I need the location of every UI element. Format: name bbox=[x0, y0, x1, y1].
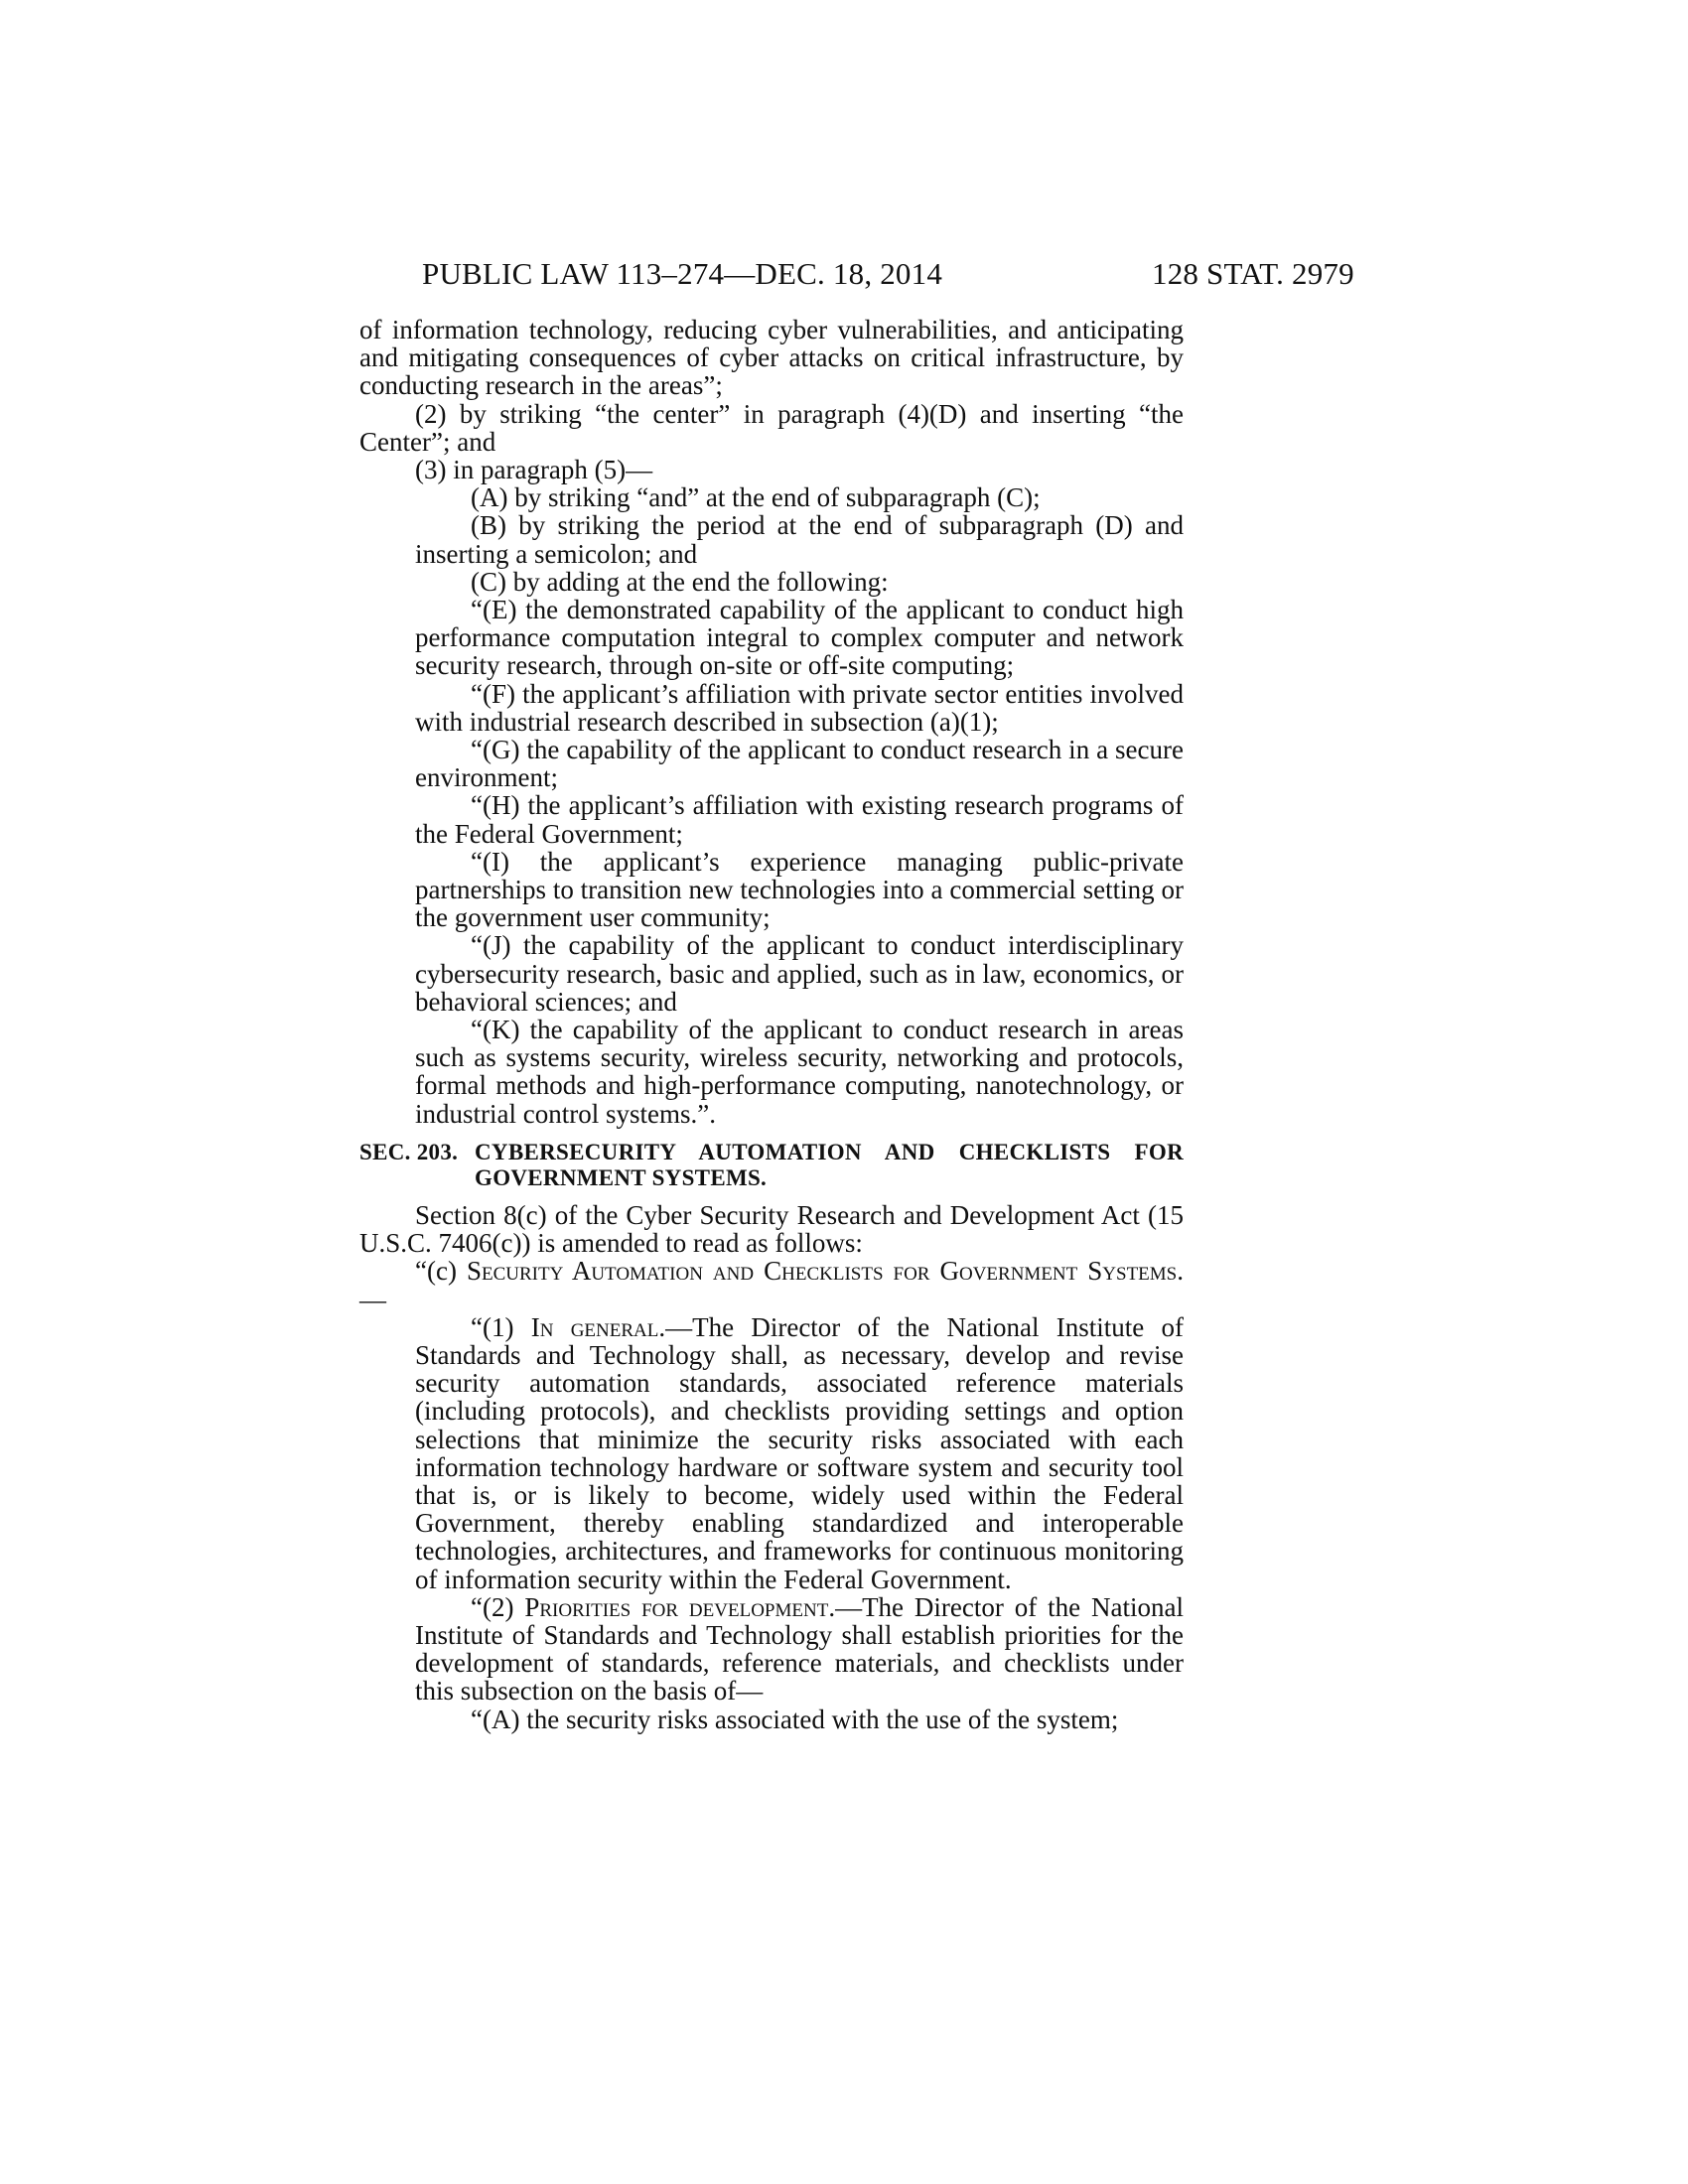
clause-h: “(H) the applicant’s affiliation with existing research programs of the Federal Government; bbox=[415, 790, 1184, 849]
paragraph-1-in-general: “(1) In general.—The Director of the National Institute of Standards and Technology shall, as necessary, develop and revise security automation standards, associated reference materials (including protocols), and checklists providing settings and option selections that minimize the security risks associated with each information technology hardware or software system and security tool that is, or is likely to become, widely used within the Federal Government, thereby enabling standardized and interoperable technologies, architectures, and frameworks for continuous monitoring of information security within the Federal Government. bbox=[415, 1311, 1184, 1594]
clause-g: “(G) the capability of the applicant to conduct research in a secure environment; bbox=[415, 735, 1184, 793]
clause-i: “(I) the applicant’s experience managing public-private partnerships to transition new technologies into a commercial setting or the government user community; bbox=[415, 846, 1184, 933]
section-heading bbox=[359, 1140, 1184, 1191]
paragraph-2-heading: Priorities for development bbox=[524, 1591, 829, 1622]
page-citation: 128 STAT. 2979 bbox=[1152, 256, 1354, 291]
subparagraph-a-security-risks: “(A) the security risks associated with the use of the system; bbox=[471, 1704, 1119, 1734]
subparagraph-b: (B) by striking the period at the end of subparagraph (D) and inserting a semicolon; and bbox=[415, 510, 1184, 569]
subsection-c-title: Security Automation and Checklists for Government Systems bbox=[466, 1256, 1178, 1287]
subparagraph-c: (C) by adding at the end the following: bbox=[471, 566, 889, 597]
section-number: SEC. 203. bbox=[359, 1139, 459, 1164]
subparagraph-a: (A) by striking “and” at the end of subparagraph (C); bbox=[471, 482, 1041, 513]
clause-f: “(F) the applicant’s affiliation with private sector entities involved with industrial research described in subsection (a)(1); bbox=[415, 678, 1184, 737]
section-title: CYBERSECURITY AUTOMATION AND CHECKLISTS FOR GOVERNMENT SYSTEMS. bbox=[475, 1139, 1184, 1190]
subsection-c-heading: “(c) Security Automation and Checklists for Government Systems.— bbox=[359, 1256, 1185, 1314]
paragraph-continuation: of information technology, reducing cyber vulnerabilities, and anticipating and mitigating consequences of cyber attacks on critical infrastructure, by conducting research in the areas”; bbox=[359, 315, 1184, 401]
paragraph-2: (2) by striking “the center” in paragraph (4)(D) and inserting “the Center”; and bbox=[359, 398, 1184, 457]
running-header-title: PUBLIC LAW 113–274—DEC. 18, 2014 bbox=[422, 256, 943, 291]
clause-k: “(K) the capability of the applicant to conduct research in areas such as systems security, wireless security, networking and protocols, formal methods and high-performance computing, nanotechnology, or industrial control systems.”. bbox=[415, 1015, 1184, 1129]
paragraph-3: (3) in paragraph (5)— bbox=[415, 455, 653, 485]
section-intro: Section 8(c) of the Cyber Security Research and Development Act (15 U.S.C. 7406(c)) is amended to read as follows: bbox=[359, 1199, 1184, 1259]
body-text bbox=[359, 316, 1184, 1733]
clause-j: “(J) the capability of the applicant to conduct interdisciplinary cybersecurity research, basic and applied, such as in law, economics, or behavioral sciences; and bbox=[415, 930, 1184, 1017]
paragraph-1-heading: In general bbox=[530, 1311, 659, 1342]
clause-e: “(E) the demonstrated capability of the applicant to conduct high performance computation integral to complex computer and network security research, through on-site or off-site computing; bbox=[415, 595, 1184, 681]
paragraph-2-priorities: “(2) Priorities for development.—The Director of the National Institute of Standards and Technology shall establish priorities for the development of standards, reference materials, and checklists under this subsection on the basis of— bbox=[415, 1591, 1184, 1706]
